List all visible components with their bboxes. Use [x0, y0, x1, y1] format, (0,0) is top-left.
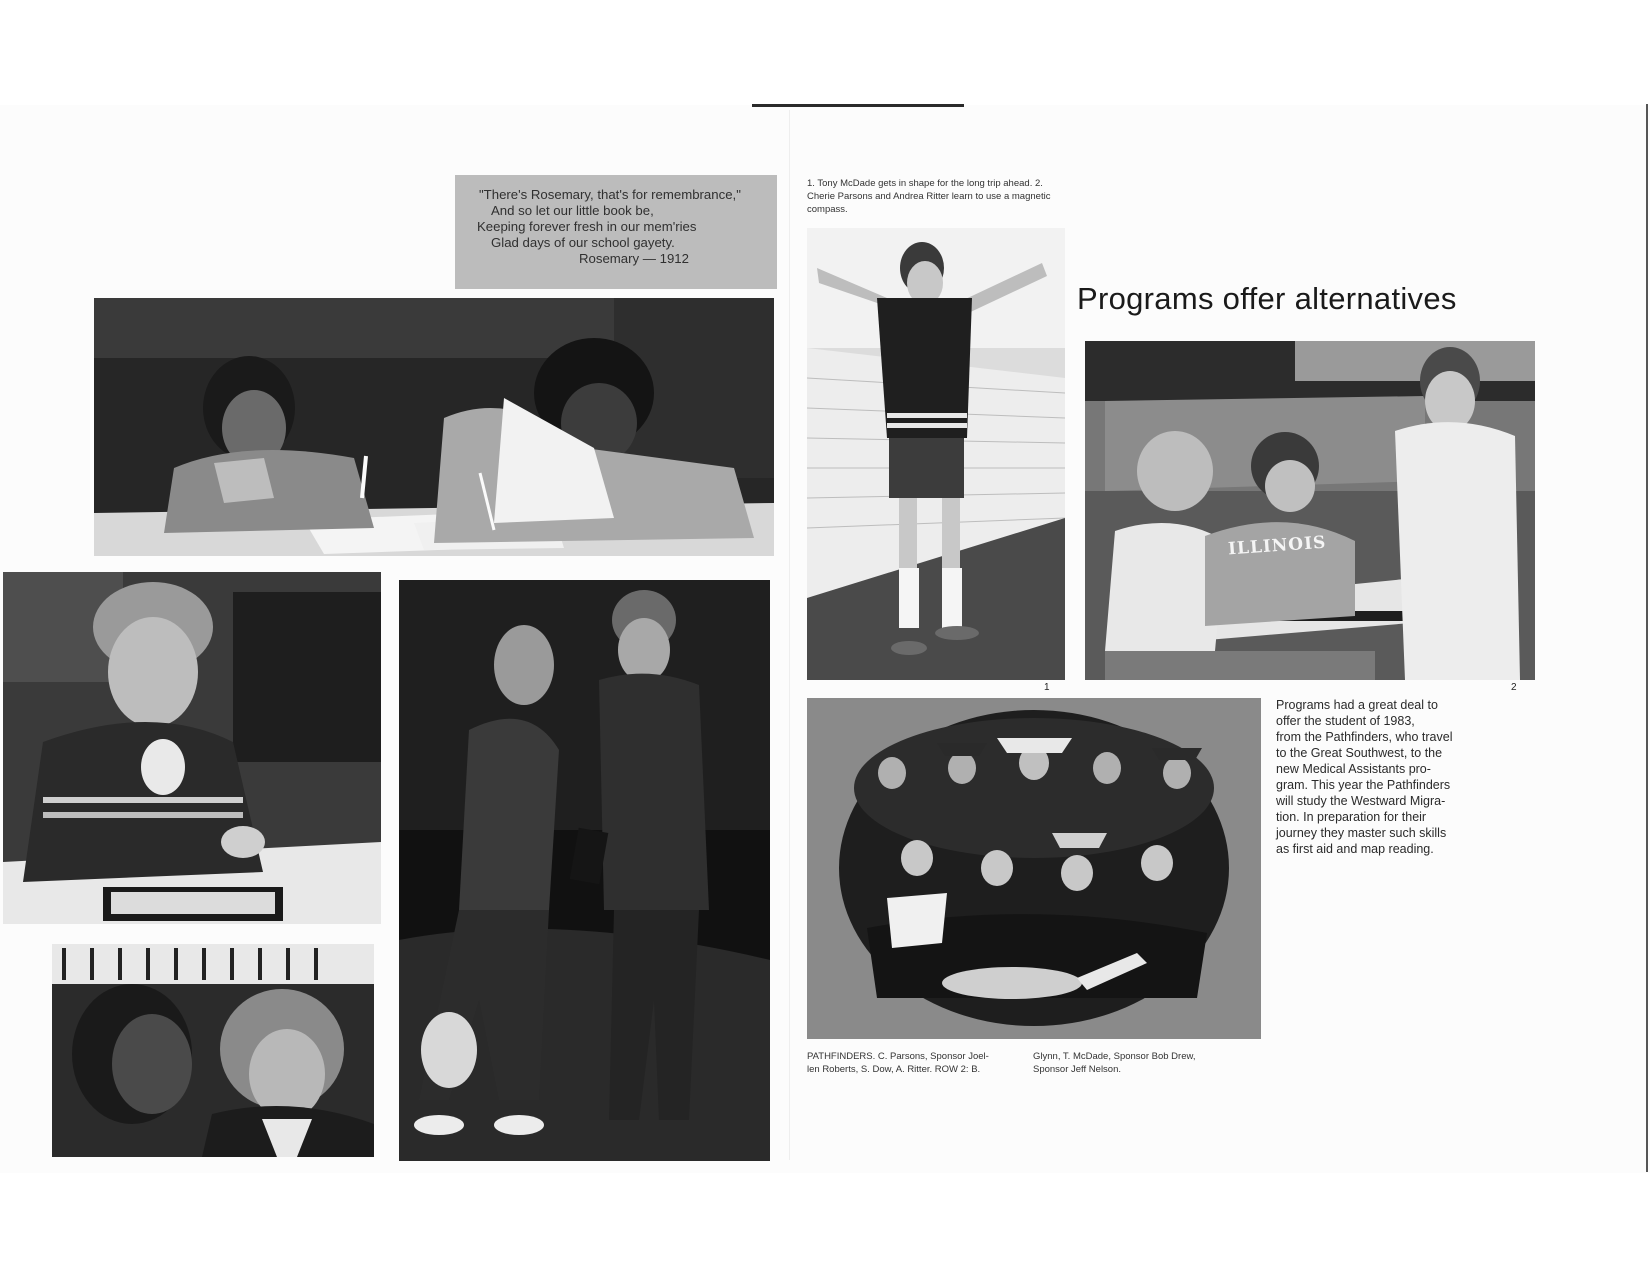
quote-attribution: Rosemary — 1912 [579, 251, 689, 266]
photo-students-writing [94, 298, 774, 556]
body-line: to the Great Southwest, to the [1276, 746, 1443, 760]
photo-boy-drawing [3, 572, 381, 924]
page-edge [1646, 104, 1648, 1172]
body-line: offer the student of 1983, [1276, 714, 1415, 728]
photo-caption: 1. Tony McDade gets in shape for the long trip ahead. 2. Cherie Parsons and Andrea Ritter learn to use a magnetic compass. [807, 178, 1051, 215]
quote-line: Keeping forever fresh in our mem'ries [477, 219, 697, 234]
quote-line: Glad days of our school gayety. [491, 235, 675, 250]
quote-line: "There's Rosemary, that's for remembrance," [479, 187, 741, 202]
body-line: from the Pathfinders, who travel [1276, 730, 1453, 744]
group-caption-col1 [807, 1050, 989, 1076]
body-line: gram. This year the Pathfinders [1276, 778, 1451, 792]
photo-two-boys [52, 944, 374, 1157]
body-line: tion. In preparation for their [1276, 810, 1427, 824]
rosemary-quote-box [455, 175, 777, 289]
page-title: Programs offer alternatives [1077, 281, 1457, 316]
caption-line: len Roberts, S. Dow, A. Ritter. ROW 2: B. [807, 1064, 981, 1075]
photo-tony-mcdade [807, 228, 1065, 680]
page-fold [789, 110, 790, 1160]
body-line: as first aid and map reading. [1276, 842, 1434, 856]
body-line: Programs had a great deal to [1276, 698, 1438, 712]
photo-couple-hallway [399, 580, 770, 1161]
caption-line: Glynn, T. McDade, Sponsor Bob Drew, [1033, 1051, 1196, 1062]
group-caption-col2 [1033, 1050, 1195, 1076]
photo-number: 2 [1511, 682, 1517, 693]
body-line: journey they master such skills [1276, 826, 1447, 840]
quote-line: And so let our little book be, [491, 203, 654, 218]
body-line: new Medical Assistants pro- [1276, 762, 1431, 776]
caption-line: Sponsor Jeff Nelson. [1033, 1064, 1122, 1075]
photo-pathfinders-group [807, 698, 1261, 1039]
photo-number: 1 [1044, 682, 1050, 693]
caption-line: PATHFINDERS. C. Parsons, Sponsor Joel- [807, 1051, 989, 1062]
top-rule [752, 104, 964, 107]
body-line: will study the Westward Migra- [1276, 794, 1446, 808]
photo-compass-lesson [1085, 341, 1535, 680]
sweatshirt-lettering: ILLINOIS [1227, 532, 1327, 560]
article-body [1276, 697, 1476, 857]
